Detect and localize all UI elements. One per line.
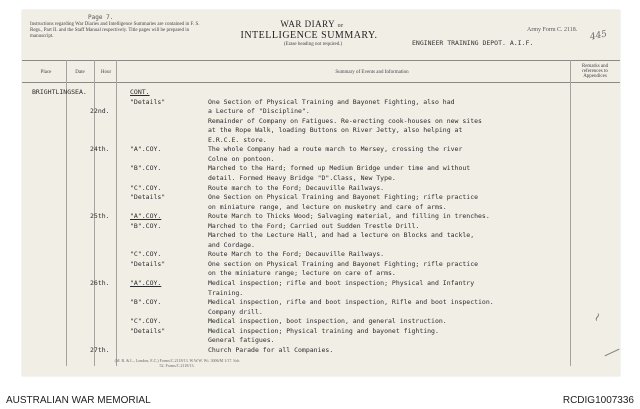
summary-text: One Section on Physical Training and Bayonet Fighting; rifle practice: [208, 193, 479, 202]
company-cell: "Details": [130, 259, 166, 268]
company-cell: "A".COY.: [130, 145, 162, 154]
summary-text: E.R.C.E. store.: [208, 135, 267, 144]
date-cell: 24th.: [90, 145, 110, 154]
handwritten-mark: ~: [588, 309, 606, 325]
date-cell: 26th.: [90, 279, 110, 287]
summary-text: detail. Formed Heavy Bridge "D".Class, New Type.: [208, 173, 396, 182]
summary-text: Marched to the Lecture Hall, and had a lecture on Blocks and tackle,: [208, 231, 475, 240]
summary-text: Medical inspection, boot inspection, and general instruction.: [208, 317, 447, 326]
instructions-note: Instructions regarding War Diaries and Intelligence Summaries are contained in F. S. Regs., Part II. and the Staff Manual respectively. Title pages will be prepared in manuscript.: [30, 22, 200, 39]
summary-text: Marched to the Ford; Carried out Sudden Trestle Drill.: [208, 221, 420, 230]
col-header-hour: Hour: [100, 70, 112, 75]
company-cell: "Details": [130, 193, 166, 202]
company-cell: "A".COY.: [130, 212, 162, 221]
header-rule-bottom: [22, 82, 620, 83]
company-cell: "Details": [130, 97, 166, 106]
column-divider: [66, 60, 67, 366]
summary-text: Training.: [208, 288, 244, 297]
summary-text: The whole Company had a route march to Mersey, crossing the river: [208, 145, 463, 154]
company-cell: CONT.: [130, 88, 150, 96]
printer-imprint: (M. R. & L., London, E.C.) Forms/C.2118/13. W.W.W. Wt. 3006/M 1/17. Sch 52. Forms/C.2118/13.: [114, 358, 240, 368]
company-cell: "C".COY.: [130, 183, 162, 192]
title-war-diary: WAR DIARY or: [280, 19, 344, 29]
company-cell: "C".COY.: [130, 250, 162, 259]
unit-name: ENGINEER TRAINING DEPOT. A.I.F.: [412, 39, 534, 47]
summary-text: General fatigues.: [208, 336, 275, 345]
pencil-dash: [605, 349, 620, 357]
summary-text: at the Rope Walk, loading Buttons on River Jetty, also helping at: [208, 126, 463, 135]
summary-text: Medical inspection; rifle and boot inspection; Physical and Infantry: [208, 279, 475, 287]
summary-text: Colne on pontoon.: [208, 154, 275, 163]
summary-text: Route march to the Ford; Decauville Railways.: [208, 183, 385, 192]
col-header-place: Place: [40, 70, 52, 75]
company-cell: "Details": [130, 326, 166, 335]
summary-text: a Lecture of "Discipline".: [208, 107, 310, 116]
header-rule-top: [22, 60, 620, 61]
summary-text: Church Parade for all Companies.: [208, 345, 334, 354]
summary-text: Route March to the Ford; Decauville Railways.: [208, 250, 385, 259]
summary-text: Medical inspection; Physical training and bayonet fighting.: [208, 326, 439, 335]
col-header-summary: Summary of Events and Information: [335, 70, 409, 75]
erase-heading-note: (Erase heading not required.): [283, 42, 343, 47]
col-header-date: Date: [75, 70, 85, 75]
army-form-number: Army Form C. 2118.: [527, 27, 578, 33]
archive-id: RCDIG1007336: [562, 395, 634, 406]
handwritten-ref: 445: [589, 29, 609, 43]
summary-text: Company drill.: [208, 307, 263, 316]
summary-text: One section on Physical Training and Bayonet Fighting; rifle practice: [208, 259, 479, 268]
col-header-remarks: Remarks and references to Appendices: [581, 64, 609, 79]
summary-text: Marched to the Hard; formed up Medium Bridge under time and without: [208, 164, 471, 173]
title-intelligence-summary: INTELLIGENCE SUMMARY.: [240, 30, 378, 41]
summary-text: on miniature range, and lecture on musketry and care of arms.: [208, 202, 447, 211]
company-cell: "B".COY.: [130, 164, 162, 173]
summary-text: and Cordage.: [208, 240, 255, 249]
column-divider: [570, 60, 571, 366]
summary-text: Route March to Thicks Wood; Salvaging material, and filling in trenches.: [208, 212, 490, 221]
date-cell: 25th.: [90, 212, 110, 221]
company-cell: "C".COY.: [130, 317, 162, 326]
company-cell: "B".COY.: [130, 221, 162, 230]
column-divider: [116, 60, 117, 366]
summary-text: One Section of Physical Training and Bayonet Fighting, also had: [208, 97, 455, 106]
company-cell: "A".COY.: [130, 279, 162, 287]
summary-text: on the miniature range; lecture on care of arms.: [208, 269, 396, 278]
archive-footer: [0, 392, 640, 409]
company-cell: "B".COY.: [130, 298, 162, 307]
archive-name: AUSTRALIAN WAR MEMORIAL: [6, 395, 151, 406]
summary-text: Medical inspection, rifle and boot inspection, Rifle and boot inspection.: [208, 298, 494, 307]
diary-sheet: [22, 10, 620, 376]
summary-text: Remainder of Company on Fatigues. Re-erecting cook-houses on new sites: [208, 116, 482, 125]
date-cell: 27th.: [90, 345, 110, 354]
date-cell: 22nd.: [90, 107, 110, 116]
page-number: Page 7.: [88, 14, 114, 21]
place-cell: BRIGHTLINGSEA.: [32, 88, 87, 96]
